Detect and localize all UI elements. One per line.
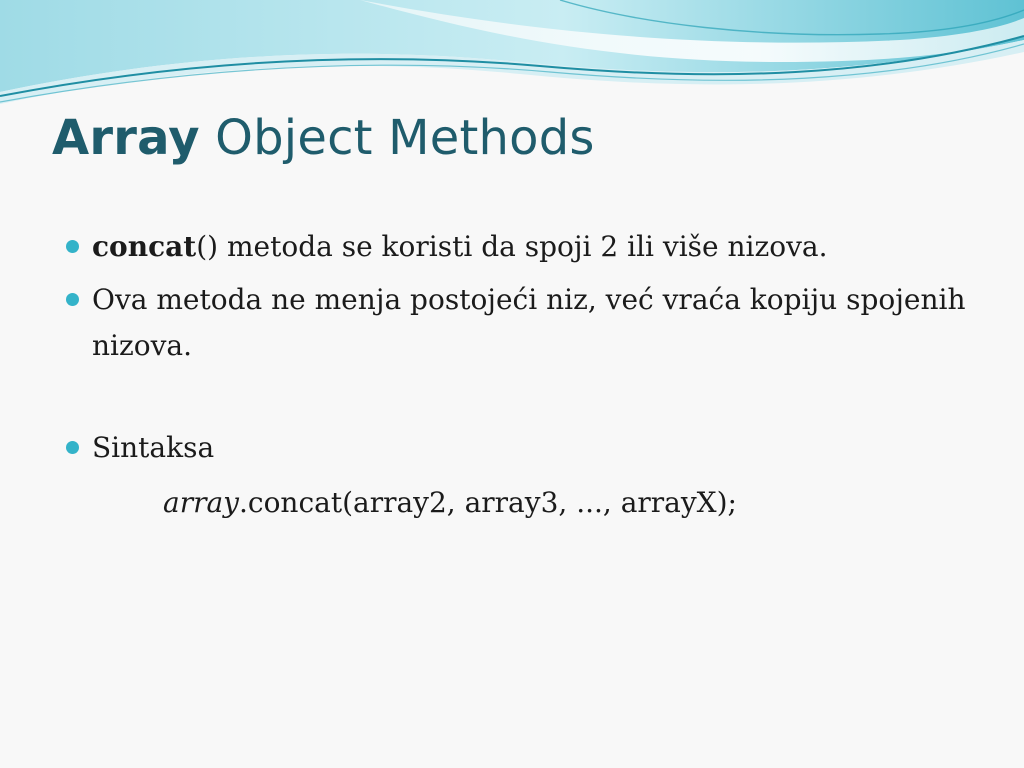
bullet-text: Sintaksa [92, 431, 215, 464]
bullet-item-description [92, 277, 972, 369]
bullet-text: Ova metoda ne menja postojeći niz, već vraća kopiju spojenih nizova. [92, 283, 966, 362]
syntax-call: .concat(array2, array3, ..., arrayX); [238, 486, 737, 519]
bullet-dot-icon [66, 441, 79, 454]
bullet-dot-icon [66, 240, 79, 253]
bullet-dot-icon [66, 293, 79, 306]
slide-title-rest: Object Methods [199, 110, 595, 166]
bullet-item-concat [92, 224, 972, 270]
syntax-example [163, 480, 737, 526]
slide-title-bold: Array [52, 110, 200, 166]
bullet-keyword: concat [92, 230, 197, 263]
syntax-object: array [163, 486, 239, 519]
bullet-text: () metoda se koristi da spoji 2 ili više nizova. [196, 230, 828, 263]
bullet-item-syntax [92, 425, 972, 471]
